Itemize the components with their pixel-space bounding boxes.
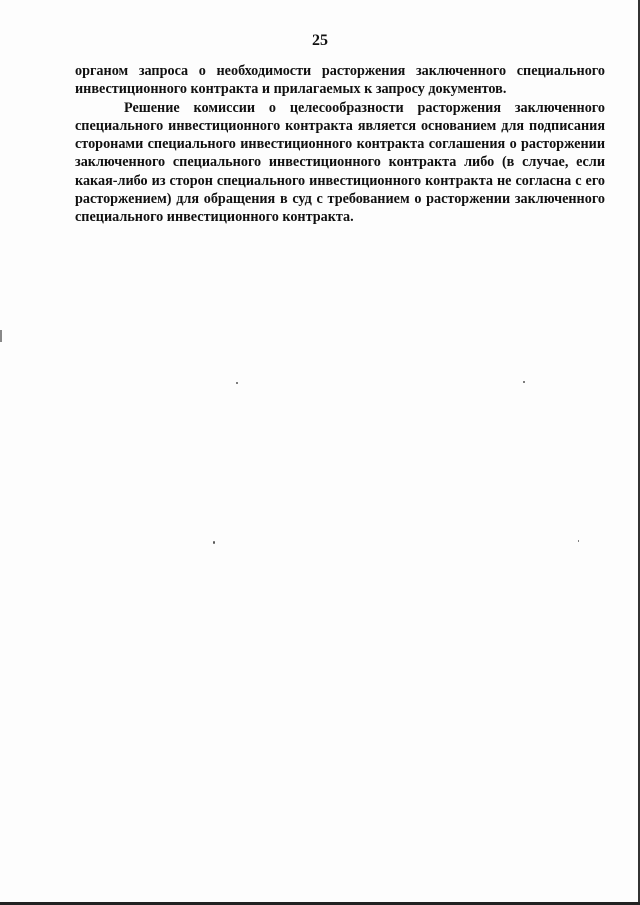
paragraph-continuation: органом запроса о необходимости расторжения заключенного специального инвестиционного контракта и прилагаемых к запросу документов. xyxy=(75,63,605,98)
scan-speck xyxy=(578,540,579,542)
page-number: 25 xyxy=(312,32,328,49)
document-body xyxy=(75,62,605,227)
scan-speck xyxy=(213,541,215,544)
scan-speck xyxy=(236,382,238,384)
scan-edge-mark xyxy=(0,330,2,342)
scan-speck xyxy=(523,381,525,383)
paragraph-commission-decision: Решение комиссии о целесообразности расторжения заключенного специального инвестиционного контракта является основанием для подписания сторонами специального инвестиционного контракта соглашения о расторжении заключенного специального инвестиционного контракта либо (в случае, если какая-либо из сторон специального инвестиционного контракта не согласна с его расторжением) для обращения в суд с требованием о расторжении заключенного специального инвестиционного контракта. xyxy=(75,99,605,226)
